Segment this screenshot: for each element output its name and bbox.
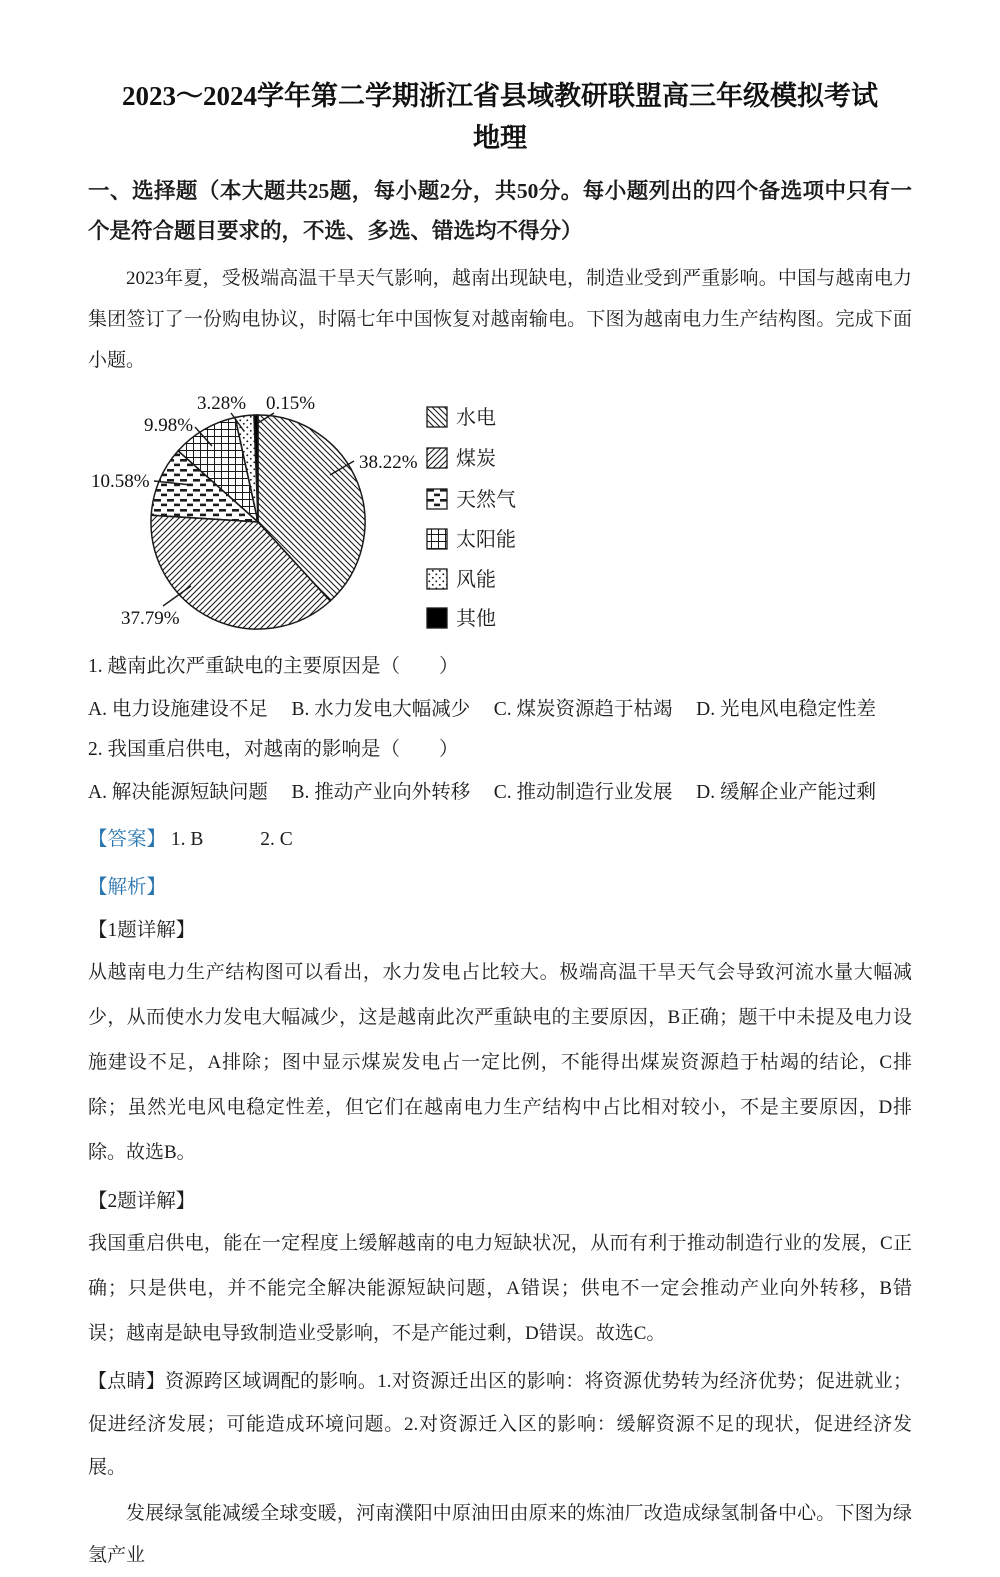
legend-label-hydro: 水电 bbox=[456, 407, 496, 429]
detail-2-heading: 【2题详解】 bbox=[88, 1191, 196, 1212]
subject-title: 地理 bbox=[473, 123, 527, 153]
legend-swatch-coal bbox=[427, 448, 447, 468]
question-2-options bbox=[88, 778, 912, 808]
question-1-stem: 1. 越南此次严重缺电的主要原因是（ ） bbox=[88, 656, 459, 677]
detail-2-body: 我国重启供电，能在一定程度上缓解越南的电力短缺状况，从而有利于推动制造行业的发展，C正确；只是供电，并不能完全解决能源短缺问题，A错误；供电不一定会推动产业向外转移，B错误；越南是缺电导致制造业受影响，不是产能过剩，D错误。故选C。 bbox=[88, 1233, 912, 1344]
question-2-stem: 2. 我国重启供电，对越南的影响是（ ） bbox=[88, 739, 459, 760]
tips-paragraph bbox=[88, 1360, 912, 1489]
question-1-option-c: C. 煤炭资源趋于枯竭 bbox=[493, 699, 673, 720]
legend-label-other: 其他 bbox=[456, 608, 496, 630]
legend-label-solar: 太阳能 bbox=[456, 529, 516, 551]
pie-slices-group bbox=[151, 415, 365, 629]
intro-paragraph: 2023年夏，受极端高温干旱天气影响，越南出现缺电，制造业受到严重影响。中国与越南电力集团签订了一份购电协议，时隔七年中国恢复对越南输电。下图为越南电力生产结构图。完成下面小题。 bbox=[88, 268, 912, 371]
legend-swatch-solar bbox=[427, 529, 447, 549]
vietnam-power-pie-chart bbox=[88, 387, 608, 637]
legend-label-coal: 煤炭 bbox=[456, 448, 496, 470]
question-2-option-c: C. 推动制造行业发展 bbox=[493, 782, 673, 803]
section-heading: 一、选择题（本大题共25题，每小题2分，共50分。每小题列出的四个备选项中只有一个是符合题目要求的，不选、多选、错选均不得分） bbox=[88, 179, 912, 243]
pie-legend bbox=[427, 406, 516, 630]
question-2-option-d: D. 缓解企业产能过剩 bbox=[696, 782, 876, 803]
legend-label-wind: 风能 bbox=[456, 569, 496, 591]
page-title: 2023～2024学年第二学期浙江省县域教研联盟高三年级模拟考试 bbox=[122, 81, 878, 111]
question-1-options bbox=[88, 695, 912, 725]
next-section-intro: 发展绿氢能减缓全球变暖，河南濮阳中原油田由原来的炼油厂改造成绿氢制备中心。下图为绿氢产业 bbox=[88, 1503, 912, 1566]
question-2-option-a: A. 解决能源短缺问题 bbox=[88, 782, 268, 803]
pie-percent-label-other: 0.15% bbox=[266, 393, 316, 414]
pie-percent-label-gas: 10.58% bbox=[91, 471, 150, 492]
detail-1-heading: 【1题详解】 bbox=[88, 920, 196, 941]
legend-swatch-gas bbox=[427, 489, 447, 509]
legend-label-gas: 天然气 bbox=[456, 489, 516, 511]
answer-item-1: 1. B bbox=[170, 829, 204, 850]
legend-swatch-wind bbox=[427, 569, 447, 589]
detail-1-body: 从越南电力生产结构图可以看出，水力发电占比较大。极端高温干旱天气会导致河流水量大幅减少，从而使水力发电大幅减少，这是越南此次严重缺电的主要原因，B正确；题干中未提及电力设施建设不足，A排除；图中显示煤炭发电占一定比例，不能得出煤炭资源趋于枯竭的结论，C排除；虽然光电风电稳定性差，但它们在越南电力生产结构中占比相对较小，不是主要原因，D排除。故选B。 bbox=[88, 962, 912, 1163]
pie-percent-label-wind: 3.28% bbox=[197, 393, 247, 414]
tips-label: 【点睛】 bbox=[88, 1371, 166, 1392]
question-1-option-d: D. 光电风电稳定性差 bbox=[696, 699, 876, 720]
question-2-option-b: B. 推动产业向外转移 bbox=[291, 782, 471, 803]
answer-item-2: 2. C bbox=[260, 829, 293, 850]
pie-chart-figure bbox=[88, 387, 912, 642]
question-1-option-a: A. 电力设施建设不足 bbox=[88, 699, 268, 720]
pie-percent-label-hydro: 38.22% bbox=[359, 452, 418, 473]
answer-label: 【答案】 bbox=[88, 829, 167, 850]
pie-percent-label-solar: 9.98% bbox=[144, 415, 194, 436]
legend-swatch-other bbox=[427, 608, 447, 628]
analysis-label: 【解析】 bbox=[88, 877, 167, 898]
question-1-option-b: B. 水力发电大幅减少 bbox=[291, 699, 471, 720]
pie-percent-label-coal: 37.79% bbox=[121, 608, 180, 629]
legend-swatch-hydro bbox=[427, 407, 447, 427]
tips-body: 资源跨区域调配的影响。1.对资源迁出区的影响：将资源优势转为经济优势；促进就业；促进经济发展；可能造成环境问题。2.对资源迁入区的影响：缓解资源不足的现状，促进经济发展。 bbox=[88, 1371, 912, 1478]
answer-line bbox=[88, 824, 912, 856]
